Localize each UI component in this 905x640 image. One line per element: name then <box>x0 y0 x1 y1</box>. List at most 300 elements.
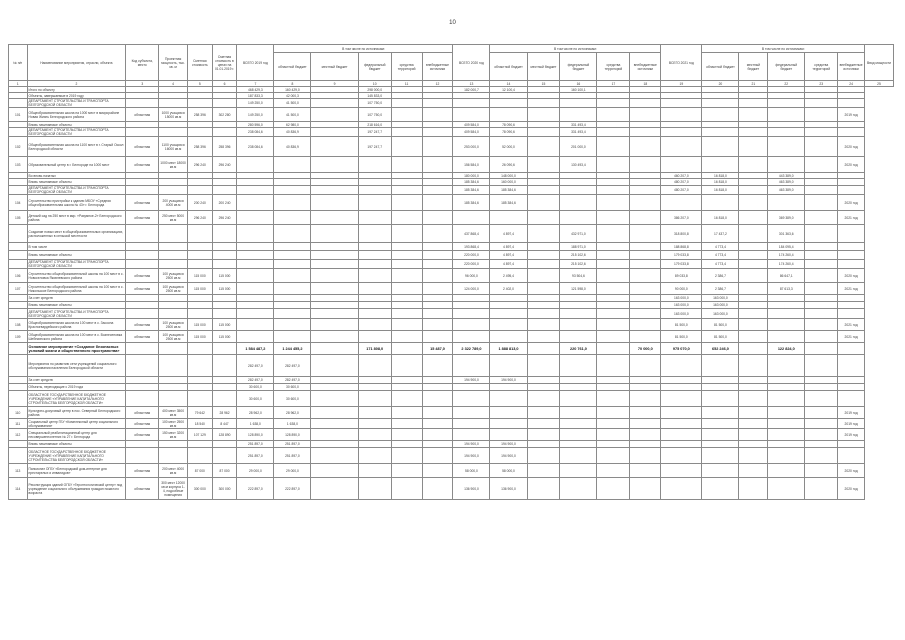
row-cell <box>630 407 661 419</box>
row-cell <box>212 295 237 302</box>
row-cell <box>560 377 597 384</box>
row-cell <box>453 331 490 343</box>
row-cell <box>560 195 597 211</box>
row-cell: 2 386,7 <box>702 269 739 283</box>
row-cell: 81 500,0 <box>702 331 739 343</box>
row-cell <box>661 441 702 448</box>
row-cell <box>739 295 768 302</box>
row-cell: 185 384,6 <box>490 195 527 211</box>
row-cell: 107 129 <box>188 429 213 441</box>
row-cell <box>805 137 838 157</box>
row-cell <box>358 355 391 377</box>
row-cell <box>702 195 739 211</box>
row-cell: 2020 год <box>838 464 865 478</box>
column-number: 9 <box>311 81 358 87</box>
row-number: 106 <box>9 269 28 283</box>
row-cell <box>702 108 739 122</box>
row-cell <box>739 343 768 355</box>
column-number: 2 <box>27 81 126 87</box>
row-cell <box>212 99 237 108</box>
row-cell <box>739 260 768 269</box>
row-cell: 185 384,6 <box>453 179 490 186</box>
row-cell <box>527 384 560 391</box>
row-cell <box>358 391 391 407</box>
row-cell <box>237 260 274 269</box>
row-cell <box>630 186 661 195</box>
row-cell <box>126 128 159 137</box>
row-cell: 160 100,1 <box>560 87 597 93</box>
row-cell <box>311 441 358 448</box>
row-name: ДЕПАРТАМЕНТ СТРОИТЕЛЬСТВА И ТРАНСПОРТА БЕЛГОРОДСКОЙ ОБЛАСТИ <box>27 128 126 137</box>
row-cell <box>739 331 768 343</box>
header-sources-2021: В том числе по источникам: <box>702 45 865 53</box>
table-row <box>9 260 894 269</box>
row-cell <box>311 99 358 108</box>
row-cell: областная <box>126 478 159 500</box>
row-cell <box>422 355 453 377</box>
header-src-regional-2021: областной бюджет <box>702 53 739 81</box>
row-cell <box>159 448 188 464</box>
row-cell: 2019 год <box>838 429 865 441</box>
row-cell <box>212 179 237 186</box>
row-cell <box>391 157 422 173</box>
row-cell <box>768 99 805 108</box>
row-cell <box>661 355 702 377</box>
row-cell <box>237 309 274 319</box>
row-name: Общеобразовательная школа на 1000 мест в микрорайоне Новая Жизнь Белгородского района <box>27 108 126 122</box>
row-cell <box>311 260 358 269</box>
row-cell <box>358 225 391 243</box>
row-number: 112 <box>9 429 28 441</box>
row-cell <box>768 128 805 137</box>
row-cell <box>702 429 739 441</box>
row-cell <box>358 186 391 195</box>
row-cell <box>768 384 805 391</box>
row-cell <box>188 295 213 302</box>
row-cell <box>311 319 358 331</box>
row-cell <box>311 478 358 500</box>
row-cell: 253 000,0 <box>453 137 490 157</box>
row-cell <box>560 407 597 419</box>
row-cell: 28 962,0 <box>237 407 274 419</box>
row-cell <box>391 319 422 331</box>
row-cell <box>597 225 630 243</box>
row-cell <box>805 478 838 500</box>
table-row <box>9 179 894 186</box>
column-number: 14 <box>490 81 527 87</box>
row-cell: 163 000,0 <box>702 309 739 319</box>
row-name: Вновь начинаемые объекты <box>27 251 126 260</box>
table-row <box>9 343 894 355</box>
row-cell <box>358 309 391 319</box>
row-cell <box>768 464 805 478</box>
row-cell: 2 322 789,0 <box>453 343 490 355</box>
row-cell <box>597 211 630 225</box>
row-cell: 432 971,0 <box>560 225 597 243</box>
row-cell: 16 818,0 <box>702 173 739 179</box>
row-cell <box>490 419 527 429</box>
row-cell: 58 000,0 <box>453 464 490 478</box>
row-cell <box>661 99 702 108</box>
row-cell: областная <box>126 319 159 331</box>
row-cell <box>422 251 453 260</box>
row-cell <box>422 260 453 269</box>
column-number: 11 <box>391 81 422 87</box>
table-row <box>9 225 894 243</box>
row-cell <box>739 429 768 441</box>
row-cell <box>188 441 213 448</box>
row-cell: 218 616,0 <box>358 122 391 128</box>
row-cell <box>527 448 560 464</box>
row-cell <box>237 319 274 331</box>
row-cell <box>661 108 702 122</box>
row-cell: 16 818,0 <box>702 186 739 195</box>
column-number: 20 <box>702 81 739 87</box>
column-number: 8 <box>274 81 311 87</box>
row-cell <box>422 448 453 464</box>
row-cell <box>739 302 768 309</box>
row-cell <box>597 283 630 295</box>
row-cell: 282 497,0 <box>274 377 311 384</box>
row-cell <box>159 243 188 251</box>
row-cell <box>422 295 453 302</box>
row-cell <box>422 99 453 108</box>
row-cell <box>212 302 237 309</box>
row-cell: 156 584,0 <box>453 157 490 173</box>
row-cell <box>805 448 838 464</box>
row-cell: 296 240 <box>188 211 213 225</box>
row-cell <box>358 251 391 260</box>
row-cell: 128 890,0 <box>274 429 311 441</box>
row-cell: 280 596,0 <box>237 122 274 128</box>
row-cell <box>527 269 560 283</box>
row-cell <box>527 355 560 377</box>
row-cell <box>391 429 422 441</box>
row-cell: 136 900,0 <box>490 478 527 500</box>
row-cell <box>630 478 661 500</box>
row-cell <box>311 283 358 295</box>
row-cell <box>126 295 159 302</box>
row-cell <box>560 186 597 195</box>
table-row <box>9 391 894 407</box>
row-number <box>9 179 28 186</box>
row-cell <box>768 355 805 377</box>
row-cell <box>453 355 490 377</box>
row-name: Пансионат ОГБУ «Белгородский дом-интернат для престарелых и инвалидов» <box>27 464 126 478</box>
row-cell: 115 000 <box>188 331 213 343</box>
row-cell: 179 033,8 <box>661 251 702 260</box>
row-cell <box>597 295 630 302</box>
row-cell: 2019 год <box>838 419 865 429</box>
row-name: Вновь начинаемые объекты <box>27 122 126 128</box>
row-cell: 100 учащихся 2500 кв.м <box>159 283 188 295</box>
row-cell: областная <box>126 157 159 173</box>
row-cell: 282 497,0 <box>237 355 274 377</box>
header-total-2021: ВСЕГО 2021 год <box>661 45 702 81</box>
row-cell: областная <box>126 429 159 441</box>
row-cell <box>311 429 358 441</box>
row-number: 102 <box>9 137 28 157</box>
row-cell <box>805 260 838 269</box>
row-cell: 160 000,0 <box>490 179 527 186</box>
header-org: Код субъекта, место <box>126 45 159 81</box>
row-cell <box>739 377 768 384</box>
row-name: Образовательный центр в г. Белгороде на 1000 мест <box>27 157 126 173</box>
row-cell <box>527 441 560 448</box>
row-cell: 215 102,6 <box>560 260 597 269</box>
row-cell <box>838 179 865 186</box>
row-cell <box>159 384 188 391</box>
row-cell: 258 396 <box>212 137 237 157</box>
row-cell <box>237 211 274 225</box>
row-cell <box>358 441 391 448</box>
row-cell: 28 962,0 <box>274 407 311 419</box>
row-cell <box>391 331 422 343</box>
row-cell <box>422 407 453 419</box>
row-cell <box>188 377 213 384</box>
row-cell <box>237 195 274 211</box>
row-cell <box>805 377 838 384</box>
row-cell <box>630 243 661 251</box>
row-name: Культурно-досуговый центр в пос. Северный Белгородского района <box>27 407 126 419</box>
row-cell <box>527 260 560 269</box>
row-cell <box>702 391 739 407</box>
row-cell <box>805 464 838 478</box>
row-cell <box>597 407 630 419</box>
row-cell: областная <box>126 269 159 283</box>
row-cell: 197 247,7 <box>358 128 391 137</box>
table-row <box>9 478 894 500</box>
row-cell: 460 207,0 <box>661 173 702 179</box>
header-src-other-2019: внебюджетные источники <box>422 53 453 81</box>
row-cell <box>311 251 358 260</box>
row-cell <box>630 137 661 157</box>
row-cell <box>560 448 597 464</box>
row-cell <box>661 157 702 173</box>
row-cell: 79 642 <box>188 407 213 419</box>
row-cell <box>630 377 661 384</box>
row-cell <box>702 99 739 108</box>
row-cell <box>661 464 702 478</box>
row-cell <box>422 195 453 211</box>
row-cell: 468 429,3 <box>237 87 274 93</box>
row-name: Общеобразовательная школа на 1100 мест в г. Старый Оскол Белгородской области <box>27 137 126 157</box>
row-cell: 107 750,0 <box>358 99 391 108</box>
row-cell <box>560 179 597 186</box>
row-cell <box>422 243 453 251</box>
column-number: 4 <box>159 81 188 87</box>
row-cell <box>188 309 213 319</box>
row-cell: 2019 год <box>838 108 865 122</box>
row-cell <box>311 302 358 309</box>
row-cell: областная <box>126 195 159 211</box>
row-number <box>9 243 28 251</box>
row-cell: 300 000 <box>212 478 237 500</box>
row-cell <box>805 331 838 343</box>
row-cell: 2020 год <box>838 478 865 500</box>
row-cell <box>739 211 768 225</box>
row-cell: 41 500,0 <box>274 108 311 122</box>
row-cell <box>739 243 768 251</box>
row-cell: 163 000,0 <box>702 295 739 302</box>
row-cell: 220 000,0 <box>453 251 490 260</box>
row-cell <box>159 309 188 319</box>
table-row <box>9 448 894 464</box>
row-cell <box>739 186 768 195</box>
row-cell <box>805 391 838 407</box>
row-cell <box>597 448 630 464</box>
row-cell: 148 000,0 <box>490 173 527 179</box>
row-cell <box>311 343 358 355</box>
row-cell <box>422 384 453 391</box>
row-cell <box>159 128 188 137</box>
row-cell <box>768 309 805 319</box>
row-cell <box>311 179 358 186</box>
row-cell <box>237 295 274 302</box>
row-cell <box>391 419 422 429</box>
row-cell <box>453 309 490 319</box>
row-cell <box>630 391 661 407</box>
row-name: В том числе <box>27 243 126 251</box>
row-cell <box>527 195 560 211</box>
row-cell: 100 мест 2500 кв.м <box>159 419 188 429</box>
row-cell <box>237 251 274 260</box>
table-row <box>9 251 894 260</box>
row-cell <box>453 302 490 309</box>
row-cell <box>527 429 560 441</box>
row-cell <box>630 319 661 331</box>
row-cell <box>188 99 213 108</box>
row-cell: 2020 год <box>838 137 865 157</box>
row-cell: 2020 год <box>838 269 865 283</box>
table-row <box>9 429 894 441</box>
row-cell <box>768 478 805 500</box>
row-cell <box>527 128 560 137</box>
column-number: 23 <box>805 81 838 87</box>
row-cell: 29 000,0 <box>237 464 274 478</box>
table-row <box>9 99 894 108</box>
row-cell: 2021 год <box>838 331 865 343</box>
row-cell <box>661 128 702 137</box>
row-cell <box>560 419 597 429</box>
row-cell <box>597 99 630 108</box>
row-cell <box>274 179 311 186</box>
row-cell: 215 102,6 <box>560 251 597 260</box>
row-number <box>9 99 28 108</box>
row-cell <box>212 441 237 448</box>
row-cell <box>212 309 237 319</box>
row-cell: 300 000 <box>188 478 213 500</box>
row-cell: 179 033,8 <box>661 260 702 269</box>
row-cell: 251 897,0 <box>274 448 311 464</box>
row-number: 114 <box>9 478 28 500</box>
row-cell: 89 033,8 <box>661 269 702 283</box>
table-body <box>9 87 894 500</box>
row-cell: 4 897,4 <box>490 225 527 243</box>
row-cell: 1000 мест 18000 кв.м <box>159 157 188 173</box>
row-cell <box>159 260 188 269</box>
row-cell <box>768 391 805 407</box>
row-cell <box>805 157 838 173</box>
row-cell <box>597 157 630 173</box>
table-row <box>9 295 894 302</box>
row-cell <box>490 391 527 407</box>
row-cell <box>159 99 188 108</box>
row-cell: 81 500,0 <box>702 319 739 331</box>
row-cell <box>560 478 597 500</box>
row-cell <box>527 391 560 407</box>
row-cell <box>630 99 661 108</box>
row-cell <box>739 391 768 407</box>
row-cell <box>630 309 661 319</box>
row-cell <box>212 448 237 464</box>
row-cell <box>311 128 358 137</box>
row-cell <box>358 478 391 500</box>
row-cell: 201 000,0 <box>560 137 597 157</box>
row-cell <box>527 99 560 108</box>
row-number <box>9 251 28 260</box>
row-cell <box>739 419 768 429</box>
row-name: Строительство общеобразовательной школы на 100 мест в с. Никольское Белгородского района <box>27 283 126 295</box>
row-cell <box>630 331 661 343</box>
row-cell <box>311 384 358 391</box>
row-cell <box>237 157 274 173</box>
column-number: 19 <box>661 81 702 87</box>
row-cell: областная <box>126 407 159 419</box>
row-cell: 128 890,0 <box>237 429 274 441</box>
row-cell: 437 868,4 <box>453 225 490 243</box>
row-cell <box>358 464 391 478</box>
table-row <box>9 419 894 429</box>
header-src-federal-2021: федеральный бюджет <box>768 53 805 81</box>
row-cell <box>560 302 597 309</box>
row-cell <box>702 384 739 391</box>
row-cell <box>274 211 311 225</box>
table-row <box>9 195 894 211</box>
table-row <box>9 302 894 309</box>
row-number <box>9 309 28 319</box>
row-cell: 463 389,0 <box>768 186 805 195</box>
row-cell <box>391 407 422 419</box>
row-cell: 12 100,4 <box>490 87 527 93</box>
row-cell: 238 084,6 <box>237 137 274 157</box>
row-cell <box>768 377 805 384</box>
row-cell: 296 240 <box>188 157 213 173</box>
row-number <box>9 391 28 407</box>
row-cell: 409 584,0 <box>453 122 490 128</box>
row-cell <box>739 319 768 331</box>
row-cell <box>391 186 422 195</box>
row-cell <box>630 448 661 464</box>
row-cell: 301 363,6 <box>768 225 805 243</box>
row-cell <box>702 355 739 377</box>
row-cell <box>159 225 188 243</box>
row-name: ДЕПАРТАМЕНТ СТРОИТЕЛЬСТВА И ТРАНСПОРТА БЕЛГОРОДСКОЙ ОБЛАСТИ <box>27 260 126 269</box>
row-cell: 300 мест 12000 кв.м корпуса 1-4, подсобные помещения <box>159 478 188 500</box>
row-cell <box>597 260 630 269</box>
row-cell <box>358 429 391 441</box>
row-cell <box>422 377 453 384</box>
row-cell: 200 мест 4000 кв.м <box>159 464 188 478</box>
row-cell: 115 000 <box>188 319 213 331</box>
column-number: 25 <box>864 81 893 87</box>
row-cell <box>126 260 159 269</box>
row-name: Мероприятия по развитию сети учреждений социального обслуживания населения Белгородской области <box>27 355 126 377</box>
row-cell: 87 000 <box>188 464 213 478</box>
row-cell: 174 260,4 <box>768 260 805 269</box>
row-cell: 121 598,0 <box>560 283 597 295</box>
row-cell <box>212 343 237 355</box>
